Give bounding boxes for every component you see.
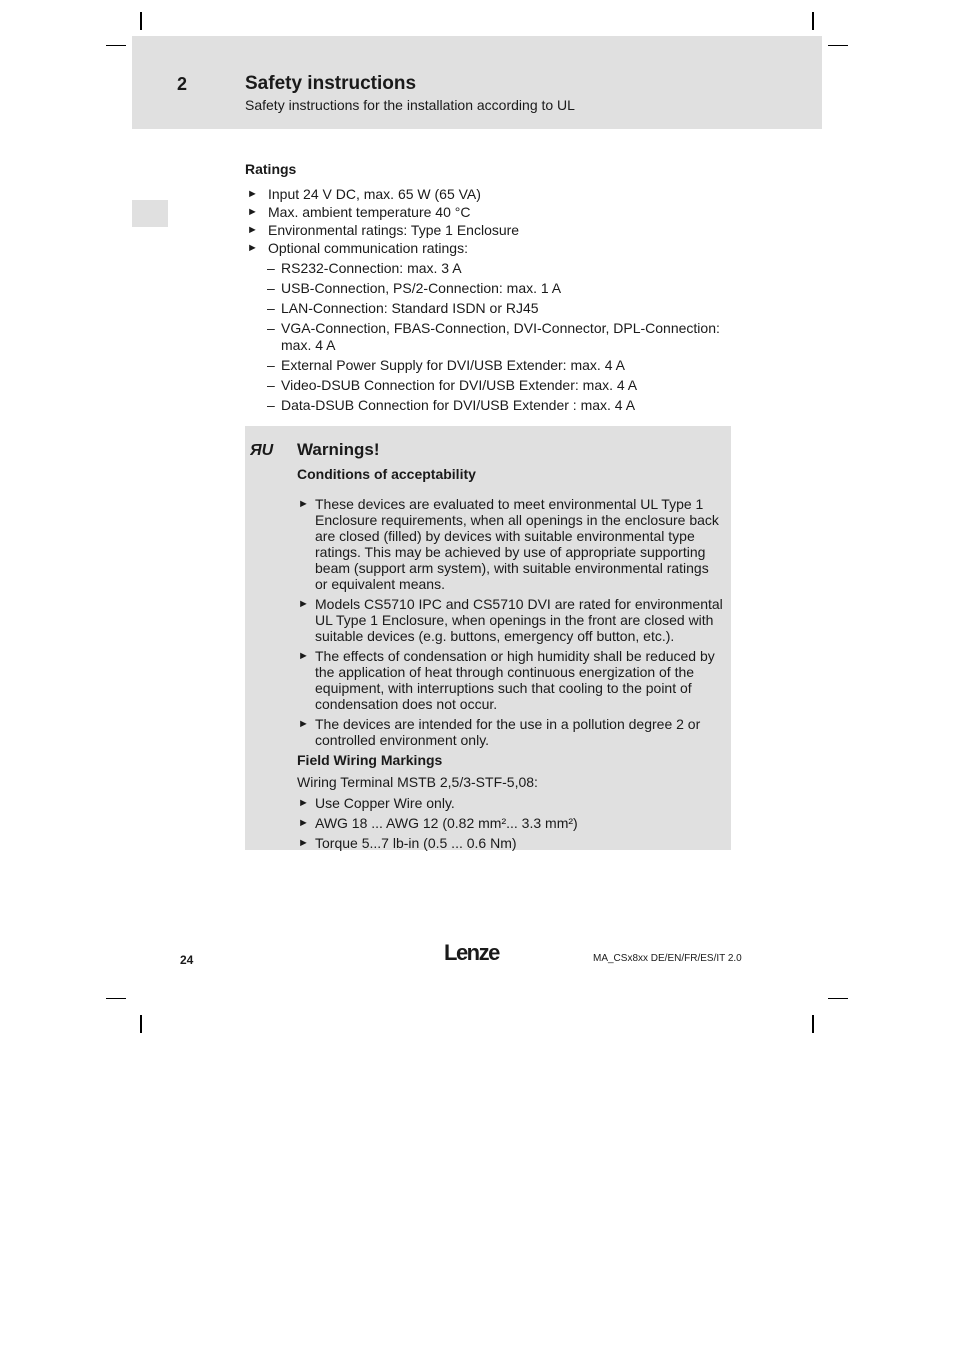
dash-bullet-icon: –	[267, 260, 275, 276]
warning-title: Warnings!	[297, 440, 380, 459]
list-item: ► Optional communication ratings:	[247, 240, 468, 256]
page-number: 24	[180, 953, 194, 967]
list-item: ► Max. ambient temperature 40 °C	[247, 204, 471, 220]
dash-bullet-icon: –	[267, 377, 275, 393]
ratings-list	[245, 185, 725, 414]
sub-list-item: – Data-DSUB Connection for DVI/USB Extender : max. 4 A	[267, 397, 636, 413]
triangle-bullet-icon: ►	[298, 498, 309, 510]
sub-list-item: – RS232-Connection: max. 3 A	[267, 260, 462, 276]
triangle-bullet-icon: ►	[247, 242, 258, 254]
triangle-bullet-icon: ►	[298, 837, 309, 849]
crop-mark	[812, 1015, 814, 1033]
list-item: ► Use Copper Wire only.	[298, 795, 455, 811]
list-item: ► Models CS5710 IPC and CS5710 DVI are rated for environmental UL Type 1 Enclosure, when openings in the front are closed with suitable devices (e.g. buttons, emergency off button, etc.).	[298, 596, 723, 644]
dash-bullet-icon: –	[267, 357, 275, 373]
ratings-heading: Ratings	[245, 161, 297, 177]
triangle-bullet-icon: ►	[247, 188, 258, 200]
dash-bullet-icon: –	[267, 280, 275, 296]
dash-bullet-icon: –	[267, 300, 275, 316]
sub-list-item: – VGA-Connection, FBAS-Connection, DVI-Connector, DPL-Connection: max. 4 A	[267, 320, 720, 353]
header-band	[132, 36, 822, 129]
triangle-bullet-icon: ►	[298, 817, 309, 829]
sub-list-item: – External Power Supply for DVI/USB Extender: max. 4 A	[267, 357, 625, 373]
conditions-heading: Conditions of acceptability	[297, 466, 476, 482]
dash-bullet-icon: –	[267, 320, 275, 336]
list-item: ► The effects of condensation or high humidity shall be reduced by the application of heat through continuous energization of the equipment, with interruptions such that cooling to the point of condensation does not occur.	[298, 648, 715, 712]
sub-list-item: – LAN-Connection: Standard ISDN or RJ45	[267, 300, 539, 316]
list-item: ► Torque 5...7 lb-in (0.5 ... 0.6 Nm)	[298, 835, 517, 851]
crop-mark	[828, 998, 848, 999]
lenze-logo: Lenze	[444, 940, 499, 965]
ul-mark-icon	[250, 440, 276, 458]
document-reference: MA_CSx8xx DE/EN/FR/ES/IT 2.0	[593, 953, 742, 964]
warning-content	[297, 466, 723, 855]
triangle-bullet-icon: ►	[247, 224, 258, 236]
triangle-bullet-icon: ►	[298, 650, 309, 662]
triangle-bullet-icon: ►	[247, 206, 258, 218]
page-subtitle: Safety instructions for the installation according to UL	[245, 97, 575, 113]
crop-mark	[812, 12, 814, 30]
svg-text:ЯU: ЯU	[250, 442, 274, 458]
crop-mark	[106, 998, 126, 999]
sub-list-item: – USB-Connection, PS/2-Connection: max. 1 A	[267, 280, 562, 296]
page-title: Safety instructions	[245, 73, 417, 94]
triangle-bullet-icon: ►	[298, 718, 309, 730]
list-item: ► Environmental ratings: Type 1 Enclosure	[247, 222, 520, 238]
crop-mark	[828, 45, 848, 46]
dash-bullet-icon: –	[267, 397, 275, 413]
chapter-number: 2	[177, 74, 188, 94]
crop-mark	[140, 1015, 142, 1033]
triangle-bullet-icon: ►	[298, 598, 309, 610]
crop-mark	[140, 12, 142, 30]
list-item: ► Input 24 V DC, max. 65 W (65 VA)	[247, 186, 481, 202]
list-item: ► AWG 18 ... AWG 12 (0.82 mm²... 3.3 mm²)	[298, 815, 578, 831]
crop-mark	[106, 45, 126, 46]
chapter-tab-marker	[132, 200, 168, 227]
sub-list-item: – Video-DSUB Connection for DVI/USB Extender: max. 4 A	[267, 377, 638, 393]
triangle-bullet-icon: ►	[298, 797, 309, 809]
wiring-heading: Field Wiring Markings	[297, 752, 443, 768]
list-item: ► These devices are evaluated to meet environmental UL Type 1 Enclosure requirements, when all openings in the enclosure back are closed (filled) by devices with suitable environmental type ratings. This may be achieved by use of appropriate supporting beam (support arm system), with suitable environmental ratings or equivalent means.	[298, 496, 719, 592]
wiring-terminal-text: Wiring Terminal MSTB 2,5/3-STF-5,08:	[297, 774, 538, 790]
list-item: ► The devices are intended for the use in a pollution degree 2 or controlled environment only.	[298, 716, 701, 748]
